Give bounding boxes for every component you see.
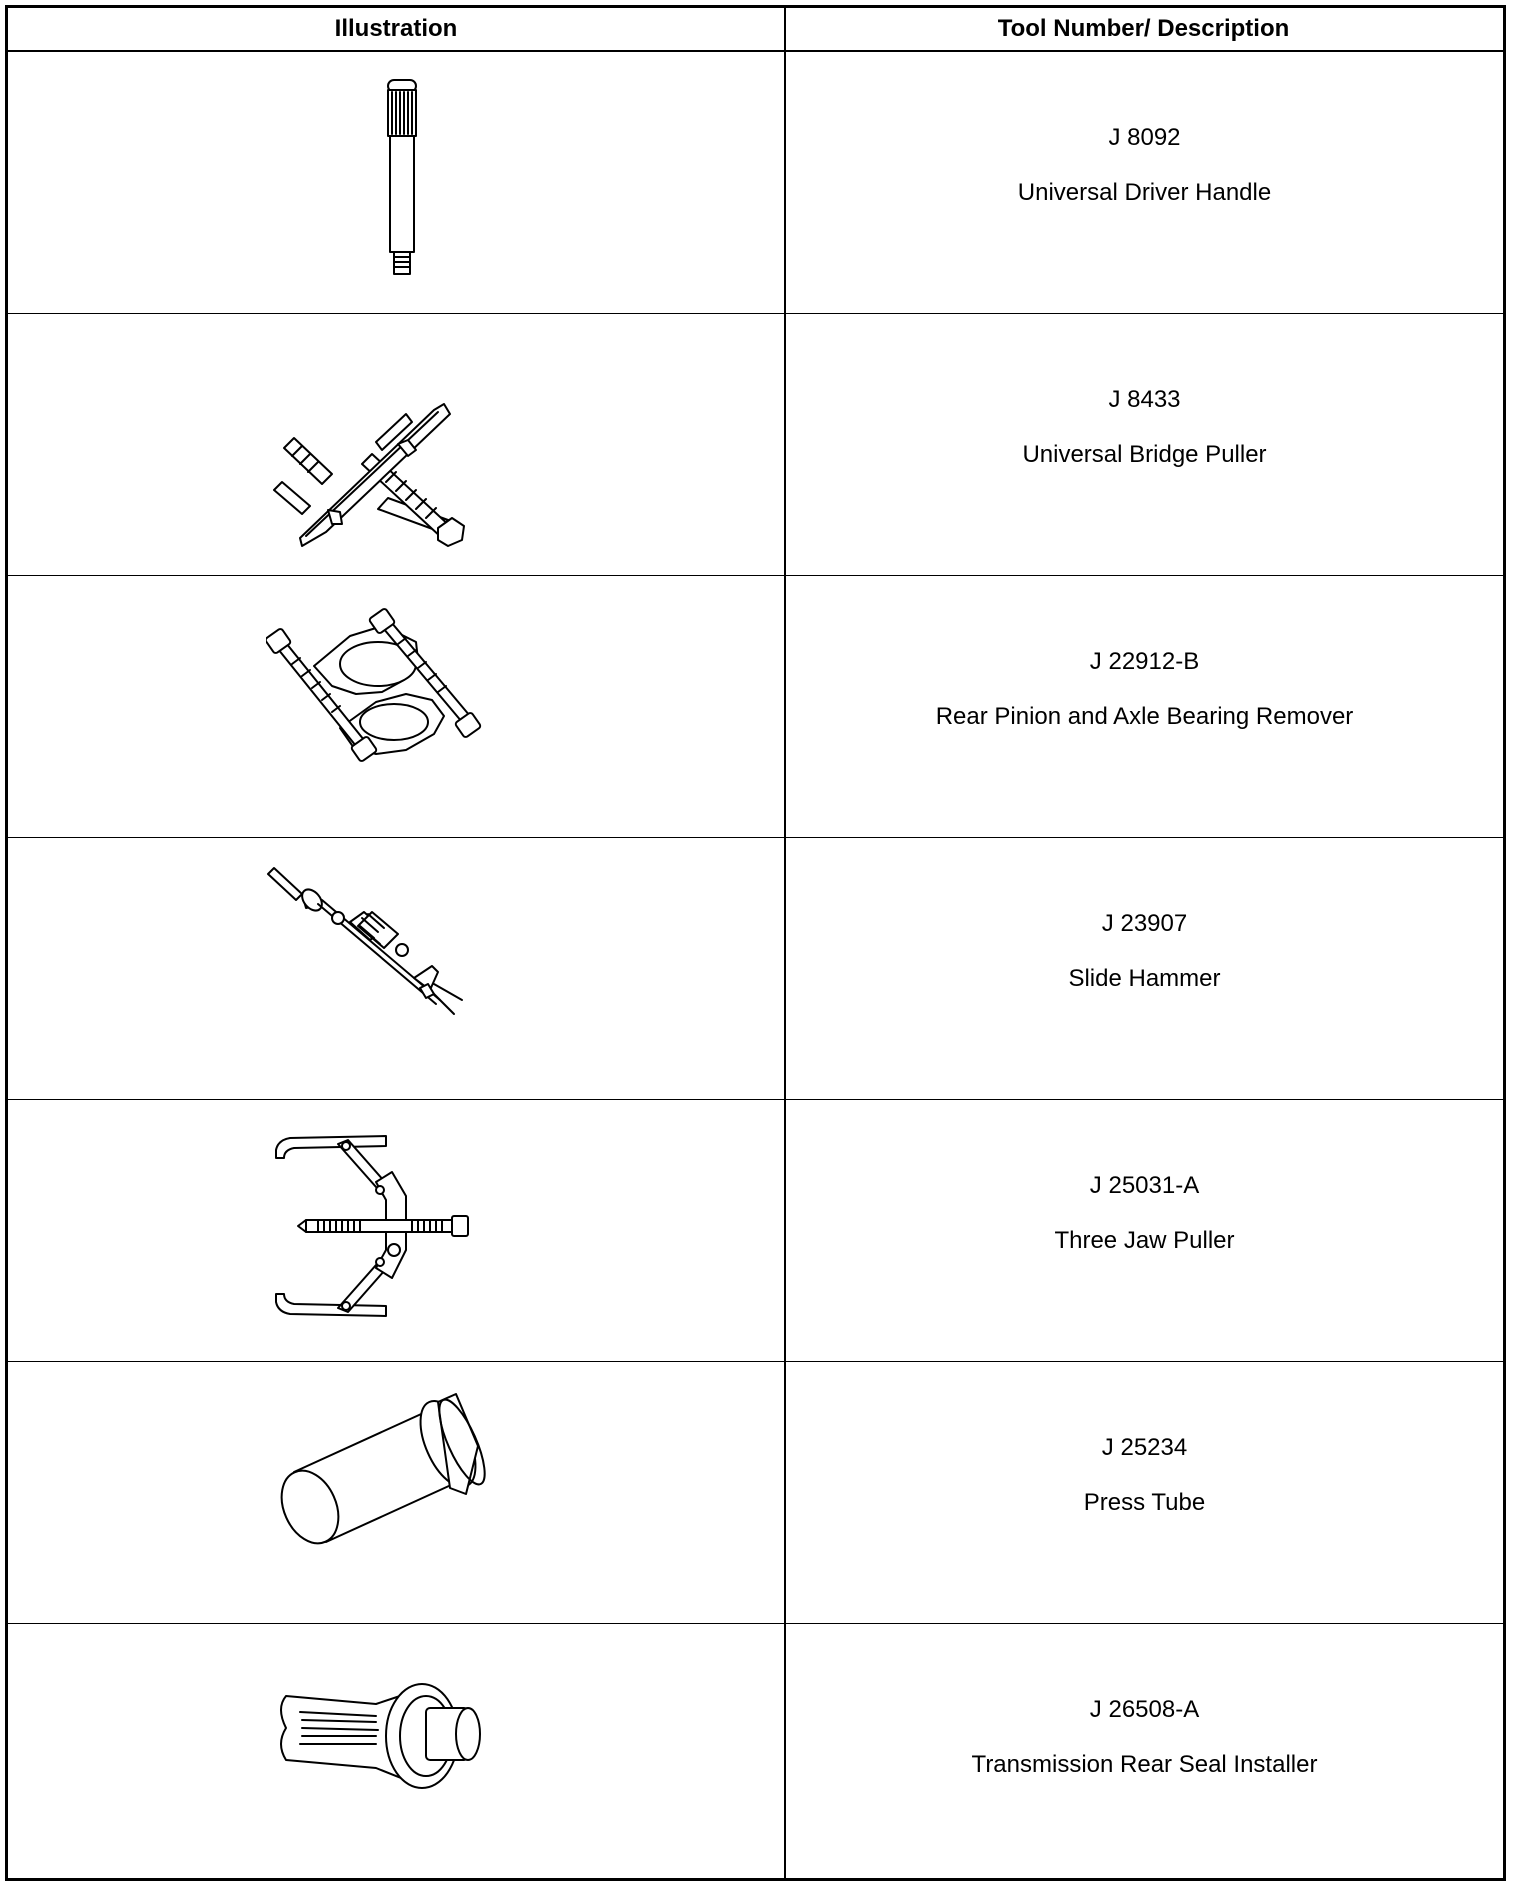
table-row [8, 1624, 1503, 1886]
tool-cell [786, 1624, 1503, 1886]
press-tube-icon [266, 1362, 526, 1624]
table-row [8, 1100, 1503, 1362]
bridge-puller-icon [266, 314, 526, 576]
tool-cell [786, 1100, 1503, 1361]
tool-cell [786, 1362, 1503, 1623]
table-row [8, 838, 1503, 1100]
driver-handle-icon [266, 52, 526, 314]
table-row [8, 576, 1503, 838]
illustration-cell [8, 1362, 784, 1623]
illustration-cell [8, 838, 784, 1099]
table-row [8, 1362, 1503, 1624]
table-header [8, 8, 1503, 52]
tool-number: J 8433 [1108, 386, 1181, 413]
tool-number: J 8092 [1108, 124, 1181, 151]
illustration-cell [8, 52, 784, 313]
tool-description: Three Jaw Puller [1054, 1227, 1235, 1254]
illustration-cell [8, 576, 784, 837]
tool-description: Universal Bridge Puller [1022, 441, 1267, 468]
tool-number: J 23907 [1101, 910, 1188, 937]
slide-hammer-icon [266, 838, 526, 1100]
header-tool-description: Tool Number/ Description [997, 15, 1290, 42]
tool-description: Rear Pinion and Axle Bearing Remover [935, 703, 1354, 730]
tool-description: Transmission Rear Seal Installer [971, 1751, 1318, 1778]
table-row [8, 52, 1503, 314]
tool-description: Slide Hammer [1068, 965, 1221, 992]
tool-cell [786, 52, 1503, 313]
tool-cell [786, 314, 1503, 575]
tool-number: J 25234 [1101, 1434, 1188, 1461]
table-row [8, 314, 1503, 576]
tool-number: J 26508-A [1089, 1696, 1200, 1723]
tool-number: J 25031-A [1089, 1172, 1200, 1199]
illustration-cell [8, 314, 784, 575]
tool-number: J 22912-B [1089, 648, 1200, 675]
header-illustration: Illustration [334, 15, 458, 42]
tool-cell [786, 576, 1503, 837]
tool-description: Universal Driver Handle [1017, 179, 1272, 206]
tool-description: Press Tube [1083, 1489, 1206, 1516]
three-jaw-puller-icon [266, 1100, 526, 1362]
tools-table [5, 5, 1506, 1881]
illustration-cell [8, 1624, 784, 1886]
illustration-cell [8, 1100, 784, 1361]
tool-cell [786, 838, 1503, 1099]
bearing-remover-icon [266, 576, 526, 838]
seal-installer-icon [266, 1624, 526, 1886]
